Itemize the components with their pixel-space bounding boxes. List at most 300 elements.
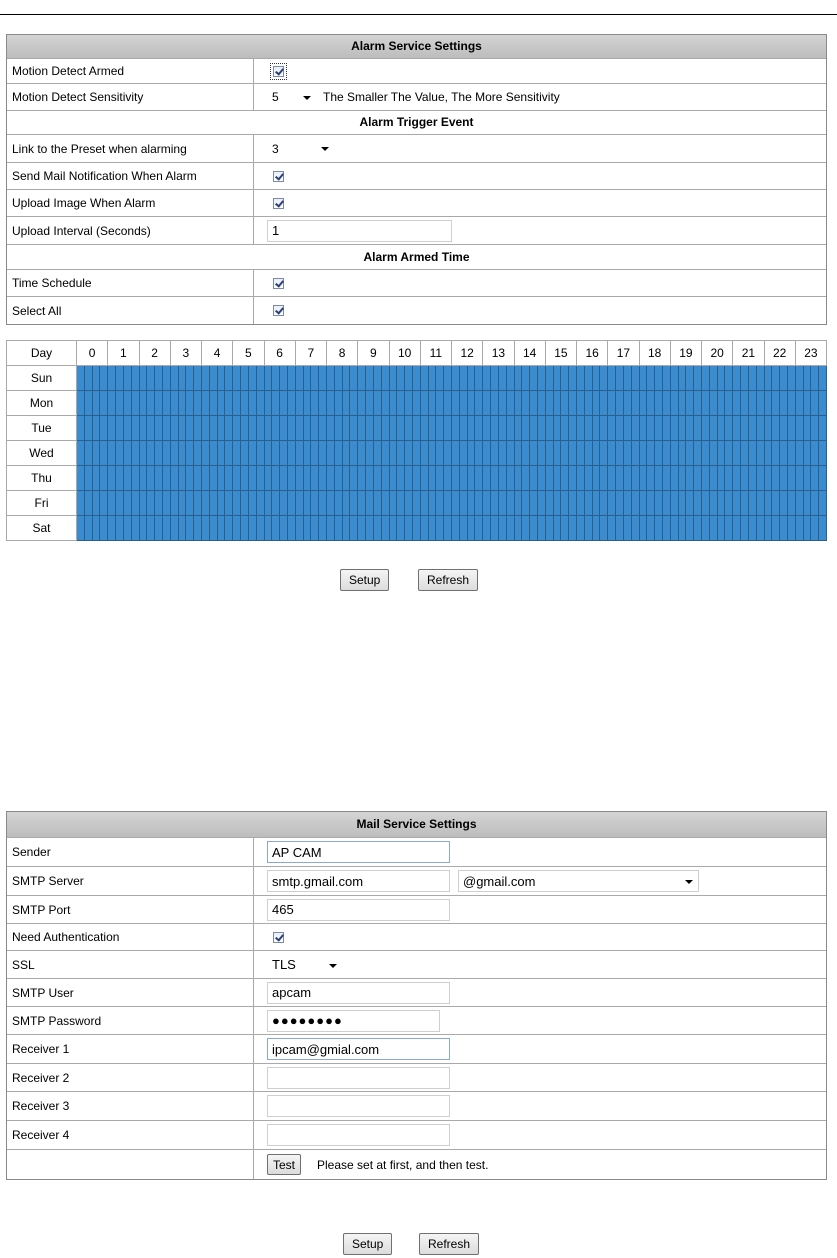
schedule-cell[interactable] — [803, 416, 811, 441]
schedule-cell[interactable] — [491, 416, 499, 441]
schedule-cell[interactable] — [287, 366, 295, 391]
schedule-cell[interactable] — [483, 466, 491, 491]
schedule-cell[interactable] — [709, 491, 717, 516]
schedule-cell[interactable] — [428, 391, 436, 416]
schedule-cell[interactable] — [108, 366, 116, 391]
schedule-cell[interactable] — [123, 416, 131, 441]
schedule-cell[interactable] — [272, 441, 280, 466]
schedule-cell[interactable] — [444, 466, 452, 491]
schedule-cell[interactable] — [655, 491, 663, 516]
alarm-setup-button[interactable]: Setup — [340, 569, 389, 591]
schedule-cell[interactable] — [334, 441, 342, 466]
schedule-cell[interactable] — [545, 391, 553, 416]
schedule-cell[interactable] — [623, 441, 631, 466]
schedule-cell[interactable] — [631, 366, 639, 391]
schedule-cell[interactable] — [248, 491, 256, 516]
schedule-cell[interactable] — [155, 491, 163, 516]
schedule-cell[interactable] — [787, 491, 795, 516]
schedule-cell[interactable] — [436, 516, 444, 541]
schedule-cell[interactable] — [342, 366, 350, 391]
schedule-cell[interactable] — [397, 466, 405, 491]
schedule-cell[interactable] — [577, 391, 585, 416]
schedule-cell[interactable] — [795, 491, 803, 516]
schedule-cell[interactable] — [428, 366, 436, 391]
schedule-cell[interactable] — [741, 466, 749, 491]
schedule-cell[interactable] — [803, 491, 811, 516]
schedule-cell[interactable] — [741, 416, 749, 441]
schedule-cell[interactable] — [639, 491, 647, 516]
schedule-cell[interactable] — [608, 416, 616, 441]
schedule-cell[interactable] — [537, 366, 545, 391]
schedule-cell[interactable] — [256, 491, 264, 516]
schedule-cell[interactable] — [819, 516, 827, 541]
schedule-cell[interactable] — [592, 366, 600, 391]
schedule-cell[interactable] — [795, 416, 803, 441]
schedule-cell[interactable] — [311, 441, 319, 466]
schedule-cell[interactable] — [553, 466, 561, 491]
schedule-cell[interactable] — [608, 516, 616, 541]
schedule-cell[interactable] — [350, 516, 358, 541]
schedule-cell[interactable] — [459, 366, 467, 391]
schedule-cell[interactable] — [662, 491, 670, 516]
schedule-cell[interactable] — [569, 391, 577, 416]
schedule-cell[interactable] — [131, 366, 139, 391]
schedule-cell[interactable] — [616, 391, 624, 416]
schedule-cell[interactable] — [108, 491, 116, 516]
schedule-cell[interactable] — [811, 516, 819, 541]
schedule-cell[interactable] — [84, 516, 92, 541]
schedule-cell[interactable] — [444, 516, 452, 541]
schedule-cell[interactable] — [772, 416, 780, 441]
schedule-cell[interactable] — [147, 441, 155, 466]
schedule-cell[interactable] — [319, 516, 327, 541]
schedule-cell[interactable] — [733, 441, 741, 466]
schedule-cell[interactable] — [280, 391, 288, 416]
schedule-cell[interactable] — [303, 366, 311, 391]
schedule-cell[interactable] — [639, 391, 647, 416]
mail-setup-button[interactable]: Setup — [343, 1233, 392, 1255]
schedule-cell[interactable] — [319, 466, 327, 491]
schedule-cell[interactable] — [514, 366, 522, 391]
schedule-cell[interactable] — [717, 491, 725, 516]
schedule-cell[interactable] — [514, 416, 522, 441]
schedule-cell[interactable] — [717, 466, 725, 491]
schedule-cell[interactable] — [311, 366, 319, 391]
schedule-cell[interactable] — [577, 466, 585, 491]
schedule-cell[interactable] — [147, 391, 155, 416]
schedule-cell[interactable] — [116, 466, 124, 491]
schedule-cell[interactable] — [194, 391, 202, 416]
schedule-cell[interactable] — [780, 466, 788, 491]
schedule-cell[interactable] — [350, 391, 358, 416]
schedule-cell[interactable] — [452, 366, 460, 391]
schedule-cell[interactable] — [537, 416, 545, 441]
schedule-cell[interactable] — [412, 441, 420, 466]
schedule-cell[interactable] — [748, 366, 756, 391]
sender-input[interactable]: AP CAM — [267, 841, 450, 863]
schedule-cell[interactable] — [248, 516, 256, 541]
schedule-cell[interactable] — [186, 391, 194, 416]
schedule-cell[interactable] — [84, 466, 92, 491]
schedule-cell[interactable] — [561, 441, 569, 466]
schedule-cell[interactable] — [327, 416, 335, 441]
schedule-cell[interactable] — [647, 391, 655, 416]
schedule-cell[interactable] — [295, 491, 303, 516]
schedule-cell[interactable] — [373, 391, 381, 416]
schedule-cell[interactable] — [491, 466, 499, 491]
schedule-cell[interactable] — [147, 516, 155, 541]
schedule-cell[interactable] — [295, 391, 303, 416]
schedule-cell[interactable] — [616, 516, 624, 541]
schedule-cell[interactable] — [334, 416, 342, 441]
schedule-cell[interactable] — [756, 416, 764, 441]
schedule-cell[interactable] — [319, 366, 327, 391]
schedule-cell[interactable] — [373, 441, 381, 466]
schedule-cell[interactable] — [225, 491, 233, 516]
schedule-cell[interactable] — [100, 391, 108, 416]
schedule-cell[interactable] — [131, 491, 139, 516]
schedule-cell[interactable] — [209, 366, 217, 391]
schedule-cell[interactable] — [225, 391, 233, 416]
schedule-cell[interactable] — [264, 516, 272, 541]
schedule-cell[interactable] — [537, 491, 545, 516]
schedule-cell[interactable] — [342, 416, 350, 441]
schedule-cell[interactable] — [498, 416, 506, 441]
schedule-cell[interactable] — [709, 441, 717, 466]
schedule-cell[interactable] — [397, 391, 405, 416]
schedule-cell[interactable] — [600, 491, 608, 516]
schedule-cell[interactable] — [366, 391, 374, 416]
schedule-cell[interactable] — [194, 416, 202, 441]
schedule-cell[interactable] — [116, 491, 124, 516]
schedule-cell[interactable] — [811, 416, 819, 441]
schedule-cell[interactable] — [600, 516, 608, 541]
schedule-cell[interactable] — [397, 366, 405, 391]
schedule-cell[interactable] — [162, 391, 170, 416]
schedule-cell[interactable] — [342, 466, 350, 491]
schedule-cell[interactable] — [569, 366, 577, 391]
schedule-cell[interactable] — [678, 516, 686, 541]
schedule-cell[interactable] — [537, 466, 545, 491]
schedule-cell[interactable] — [295, 441, 303, 466]
schedule-cell[interactable] — [491, 516, 499, 541]
schedule-cell[interactable] — [155, 466, 163, 491]
schedule-cell[interactable] — [186, 516, 194, 541]
schedule-cell[interactable] — [397, 491, 405, 516]
schedule-cell[interactable] — [436, 491, 444, 516]
schedule-cell[interactable] — [436, 391, 444, 416]
schedule-cell[interactable] — [405, 416, 413, 441]
schedule-cell[interactable] — [709, 391, 717, 416]
schedule-cell[interactable] — [670, 516, 678, 541]
schedule-cell[interactable] — [561, 491, 569, 516]
schedule-cell[interactable] — [444, 416, 452, 441]
schedule-cell[interactable] — [772, 516, 780, 541]
schedule-cell[interactable] — [342, 391, 350, 416]
schedule-cell[interactable] — [459, 391, 467, 416]
schedule-cell[interactable] — [803, 441, 811, 466]
schedule-cell[interactable] — [186, 416, 194, 441]
schedule-cell[interactable] — [202, 441, 210, 466]
schedule-cell[interactable] — [162, 491, 170, 516]
schedule-cell[interactable] — [522, 416, 530, 441]
schedule-cell[interactable] — [436, 466, 444, 491]
schedule-cell[interactable] — [131, 516, 139, 541]
schedule-cell[interactable] — [569, 466, 577, 491]
schedule-cell[interactable] — [608, 391, 616, 416]
schedule-cell[interactable] — [405, 516, 413, 541]
schedule-cell[interactable] — [272, 366, 280, 391]
schedule-cell[interactable] — [452, 441, 460, 466]
schedule-cell[interactable] — [436, 441, 444, 466]
schedule-cell[interactable] — [131, 391, 139, 416]
schedule-cell[interactable] — [131, 416, 139, 441]
schedule-cell[interactable] — [397, 516, 405, 541]
schedule-cell[interactable] — [116, 516, 124, 541]
schedule-cell[interactable] — [233, 441, 241, 466]
schedule-cell[interactable] — [202, 516, 210, 541]
schedule-cell[interactable] — [287, 516, 295, 541]
schedule-cell[interactable] — [553, 366, 561, 391]
schedule-cell[interactable] — [522, 391, 530, 416]
schedule-cell[interactable] — [389, 366, 397, 391]
schedule-cell[interactable] — [616, 366, 624, 391]
schedule-cell[interactable] — [84, 366, 92, 391]
schedule-cell[interactable] — [725, 416, 733, 441]
schedule-cell[interactable] — [420, 416, 428, 441]
schedule-cell[interactable] — [327, 366, 335, 391]
schedule-cell[interactable] — [694, 491, 702, 516]
schedule-cell[interactable] — [780, 391, 788, 416]
schedule-cell[interactable] — [577, 416, 585, 441]
schedule-cell[interactable] — [725, 441, 733, 466]
schedule-cell[interactable] — [780, 416, 788, 441]
schedule-cell[interactable] — [631, 391, 639, 416]
upload-interval-input[interactable]: 1 — [267, 220, 452, 242]
schedule-cell[interactable] — [787, 516, 795, 541]
schedule-cell[interactable] — [202, 391, 210, 416]
schedule-cell[interactable] — [248, 441, 256, 466]
schedule-cell[interactable] — [264, 391, 272, 416]
schedule-cell[interactable] — [678, 466, 686, 491]
schedule-cell[interactable] — [780, 366, 788, 391]
schedule-cell[interactable] — [733, 416, 741, 441]
schedule-cell[interactable] — [264, 441, 272, 466]
schedule-cell[interactable] — [155, 416, 163, 441]
schedule-cell[interactable] — [483, 416, 491, 441]
schedule-cell[interactable] — [373, 416, 381, 441]
schedule-cell[interactable] — [748, 491, 756, 516]
schedule-cell[interactable] — [561, 366, 569, 391]
schedule-cell[interactable] — [350, 416, 358, 441]
schedule-cell[interactable] — [155, 516, 163, 541]
schedule-cell[interactable] — [506, 441, 514, 466]
schedule-cell[interactable] — [131, 441, 139, 466]
schedule-cell[interactable] — [725, 391, 733, 416]
schedule-cell[interactable] — [631, 416, 639, 441]
schedule-cell[interactable] — [522, 516, 530, 541]
schedule-cell[interactable] — [506, 491, 514, 516]
schedule-cell[interactable] — [92, 516, 100, 541]
schedule-cell[interactable] — [225, 366, 233, 391]
schedule-cell[interactable] — [186, 366, 194, 391]
schedule-cell[interactable] — [662, 441, 670, 466]
schedule-cell[interactable] — [702, 416, 710, 441]
schedule-cell[interactable] — [147, 416, 155, 441]
receiver1-input[interactable]: ipcam@gmial.com — [267, 1038, 450, 1060]
schedule-cell[interactable] — [764, 416, 772, 441]
schedule-cell[interactable] — [686, 441, 694, 466]
schedule-cell[interactable] — [123, 391, 131, 416]
schedule-cell[interactable] — [748, 416, 756, 441]
schedule-cell[interactable] — [381, 416, 389, 441]
schedule-cell[interactable] — [209, 416, 217, 441]
schedule-cell[interactable] — [514, 491, 522, 516]
schedule-cell[interactable] — [84, 391, 92, 416]
schedule-cell[interactable] — [77, 391, 85, 416]
schedule-cell[interactable] — [412, 416, 420, 441]
schedule-cell[interactable] — [452, 491, 460, 516]
schedule-cell[interactable] — [702, 516, 710, 541]
schedule-cell[interactable] — [241, 441, 249, 466]
schedule-cell[interactable] — [303, 441, 311, 466]
schedule-cell[interactable] — [584, 516, 592, 541]
schedule-cell[interactable] — [108, 416, 116, 441]
schedule-cell[interactable] — [498, 516, 506, 541]
schedule-cell[interactable] — [545, 366, 553, 391]
schedule-cell[interactable] — [545, 441, 553, 466]
schedule-cell[interactable] — [787, 391, 795, 416]
schedule-cell[interactable] — [678, 441, 686, 466]
schedule-cell[interactable] — [741, 491, 749, 516]
schedule-cell[interactable] — [662, 416, 670, 441]
schedule-cell[interactable] — [537, 391, 545, 416]
schedule-cell[interactable] — [116, 391, 124, 416]
schedule-cell[interactable] — [639, 516, 647, 541]
schedule-cell[interactable] — [420, 466, 428, 491]
schedule-cell[interactable] — [397, 416, 405, 441]
schedule-cell[interactable] — [577, 491, 585, 516]
schedule-cell[interactable] — [616, 416, 624, 441]
schedule-cell[interactable] — [670, 416, 678, 441]
schedule-cell[interactable] — [381, 516, 389, 541]
schedule-cell[interactable] — [733, 366, 741, 391]
schedule-cell[interactable] — [522, 366, 530, 391]
schedule-cell[interactable] — [483, 441, 491, 466]
schedule-cell[interactable] — [264, 466, 272, 491]
schedule-cell[interactable] — [506, 466, 514, 491]
schedule-cell[interactable] — [748, 516, 756, 541]
schedule-cell[interactable] — [287, 441, 295, 466]
alarm-refresh-button[interactable]: Refresh — [418, 569, 478, 591]
schedule-cell[interactable] — [233, 391, 241, 416]
upload-image-checkbox[interactable] — [273, 198, 284, 209]
schedule-cell[interactable] — [77, 516, 85, 541]
schedule-cell[interactable] — [194, 491, 202, 516]
schedule-cell[interactable] — [358, 491, 366, 516]
schedule-cell[interactable] — [647, 491, 655, 516]
schedule-cell[interactable] — [483, 391, 491, 416]
schedule-cell[interactable] — [202, 466, 210, 491]
schedule-cell[interactable] — [100, 466, 108, 491]
schedule-cell[interactable] — [467, 416, 475, 441]
schedule-cell[interactable] — [412, 491, 420, 516]
schedule-cell[interactable] — [108, 441, 116, 466]
schedule-cell[interactable] — [584, 366, 592, 391]
schedule-cell[interactable] — [412, 516, 420, 541]
schedule-cell[interactable] — [561, 391, 569, 416]
schedule-cell[interactable] — [756, 391, 764, 416]
schedule-cell[interactable] — [256, 466, 264, 491]
schedule-cell[interactable] — [709, 416, 717, 441]
schedule-cell[interactable] — [756, 366, 764, 391]
schedule-cell[interactable] — [553, 391, 561, 416]
schedule-cell[interactable] — [272, 516, 280, 541]
schedule-cell[interactable] — [537, 441, 545, 466]
schedule-cell[interactable] — [506, 366, 514, 391]
schedule-cell[interactable] — [264, 491, 272, 516]
schedule-cell[interactable] — [795, 366, 803, 391]
schedule-cell[interactable] — [412, 391, 420, 416]
schedule-cell[interactable] — [209, 491, 217, 516]
schedule-cell[interactable] — [100, 491, 108, 516]
schedule-cell[interactable] — [772, 366, 780, 391]
schedule-cell[interactable] — [178, 366, 186, 391]
schedule-cell[interactable] — [741, 516, 749, 541]
schedule-cell[interactable] — [303, 491, 311, 516]
receiver4-input[interactable] — [267, 1124, 450, 1146]
schedule-cell[interactable] — [787, 466, 795, 491]
schedule-cell[interactable] — [506, 516, 514, 541]
schedule-cell[interactable] — [530, 441, 538, 466]
schedule-cell[interactable] — [139, 391, 147, 416]
schedule-cell[interactable] — [748, 441, 756, 466]
schedule-cell[interactable] — [623, 391, 631, 416]
schedule-cell[interactable] — [702, 366, 710, 391]
schedule-cell[interactable] — [686, 391, 694, 416]
schedule-cell[interactable] — [702, 391, 710, 416]
schedule-cell[interactable] — [170, 391, 178, 416]
schedule-cell[interactable] — [780, 491, 788, 516]
schedule-cell[interactable] — [608, 441, 616, 466]
schedule-cell[interactable] — [522, 441, 530, 466]
schedule-cell[interactable] — [311, 516, 319, 541]
schedule-cell[interactable] — [108, 516, 116, 541]
schedule-cell[interactable] — [241, 366, 249, 391]
schedule-cell[interactable] — [819, 366, 827, 391]
schedule-cell[interactable] — [77, 491, 85, 516]
schedule-cell[interactable] — [295, 466, 303, 491]
receiver3-input[interactable] — [267, 1095, 450, 1117]
schedule-cell[interactable] — [662, 516, 670, 541]
schedule-cell[interactable] — [209, 516, 217, 541]
schedule-cell[interactable] — [748, 466, 756, 491]
schedule-cell[interactable] — [819, 466, 827, 491]
schedule-cell[interactable] — [811, 391, 819, 416]
schedule-cell[interactable] — [92, 416, 100, 441]
schedule-cell[interactable] — [178, 491, 186, 516]
schedule-cell[interactable] — [514, 516, 522, 541]
schedule-cell[interactable] — [741, 391, 749, 416]
schedule-cell[interactable] — [209, 391, 217, 416]
schedule-cell[interactable] — [139, 366, 147, 391]
motion-armed-checkbox[interactable] — [273, 66, 284, 77]
schedule-cell[interactable] — [280, 516, 288, 541]
schedule-cell[interactable] — [155, 441, 163, 466]
schedule-cell[interactable] — [436, 366, 444, 391]
schedule-cell[interactable] — [241, 516, 249, 541]
schedule-cell[interactable] — [475, 516, 483, 541]
